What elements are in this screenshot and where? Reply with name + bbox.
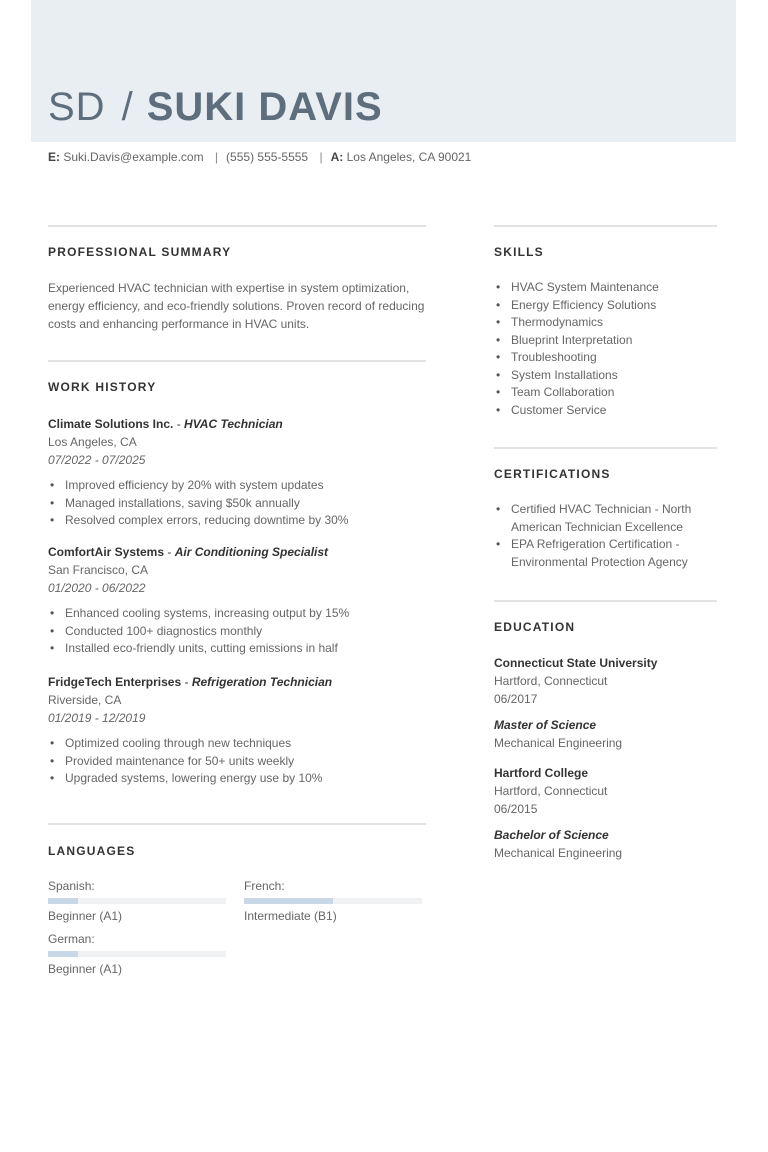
job-header	[48, 415, 426, 433]
language-level: Intermediate (B1)	[244, 909, 337, 923]
skill-text: Thermodynamics	[511, 315, 604, 329]
job-location: Los Angeles, CA	[48, 435, 137, 449]
bullet-text: Upgraded systems, lowering energy use by 10%	[65, 771, 323, 785]
job-title: Refrigeration Technician	[191, 675, 333, 689]
job-bullets	[48, 735, 426, 788]
school-name: Hartford College	[494, 766, 589, 780]
language-level: Beginner (A1)	[48, 909, 123, 923]
list-item	[48, 623, 426, 641]
certifications-heading: CERTIFICATIONS	[494, 467, 611, 481]
bullet-icon: •	[496, 537, 501, 551]
graduation-date: 06/2017	[494, 692, 538, 706]
language-bar-track	[48, 951, 226, 957]
job-dash: -	[164, 545, 175, 559]
bullet-icon: •	[496, 402, 501, 417]
skill-text: Troubleshooting	[511, 350, 597, 364]
bullet-text: Managed installations, saving $50k annually	[65, 495, 300, 510]
language-bar-fill	[244, 898, 333, 904]
degree-name: Bachelor of Science	[494, 828, 609, 842]
list-item	[48, 770, 426, 788]
language-entry	[48, 878, 226, 924]
contact-divider: |	[319, 150, 323, 164]
list-item	[48, 495, 426, 513]
initials: SD	[48, 85, 106, 129]
bullet-text: Conducted 100+ diagnostics monthly	[65, 623, 263, 638]
job-title: Air Conditioning Specialist	[174, 545, 329, 559]
education-entry	[494, 764, 717, 862]
job-dates: 07/2022 - 07/2025	[48, 453, 146, 467]
bullet-icon: •	[50, 495, 55, 510]
section-divider	[48, 225, 426, 227]
job-company: FridgeTech Enterprises	[48, 675, 182, 689]
job-entry	[48, 543, 426, 658]
degree-field: Mechanical Engineering	[494, 846, 623, 860]
degree-name: Master of Science	[494, 718, 597, 732]
summary-heading: PROFESSIONAL SUMMARY	[48, 245, 232, 259]
bullet-icon: •	[496, 332, 501, 347]
bullet-icon: •	[496, 297, 501, 312]
bullet-icon: •	[496, 385, 501, 399]
language-bar-track	[244, 898, 422, 904]
job-dash: -	[181, 675, 192, 689]
graduation-date: 06/2015	[494, 802, 538, 816]
bullet-icon: •	[50, 641, 55, 655]
bullet-text: Provided maintenance for 50+ units weekly	[65, 753, 295, 768]
job-location: San Francisco, CA	[48, 563, 149, 577]
bullet-icon: •	[496, 315, 501, 329]
list-item	[48, 477, 426, 495]
section-divider	[48, 823, 426, 825]
job-company: Climate Solutions Inc.	[48, 417, 174, 431]
section-divider	[494, 600, 717, 602]
language-name: French:	[244, 879, 285, 893]
bullet-text: Improved efficiency by 20% with system updates	[65, 478, 324, 492]
job-title: HVAC Technician	[184, 417, 283, 431]
language-bar-fill	[48, 951, 78, 957]
list-item	[494, 384, 717, 402]
certification-text: EPA Refrigeration Certification - Environmental Protection Agency	[511, 537, 688, 569]
list-item	[494, 367, 717, 385]
language-entry	[48, 931, 226, 977]
bullet-icon: •	[50, 513, 55, 527]
skill-text: Team Collaboration	[511, 385, 615, 399]
education-entry	[494, 654, 717, 752]
list-item	[494, 536, 717, 571]
bullet-icon: •	[50, 753, 55, 768]
school-location: Hartford, Connecticut	[494, 784, 608, 798]
language-bar-fill	[48, 898, 78, 904]
language-entry	[244, 878, 422, 924]
bullet-icon: •	[496, 502, 501, 516]
list-item	[48, 512, 426, 530]
address: Los Angeles, CA 90021	[346, 150, 472, 164]
bullet-icon: •	[50, 736, 55, 750]
certifications-bullets	[494, 501, 717, 571]
bullet-text: Installed eco-friendly units, cutting emissions in half	[65, 641, 338, 655]
list-item	[494, 279, 717, 297]
name-separator: /	[121, 85, 133, 129]
bullet-icon: •	[50, 623, 55, 638]
contact-divider: |	[214, 150, 219, 164]
job-dates: 01/2019 - 12/2019	[48, 711, 146, 725]
summary-text: Experienced HVAC technician with expertise in system optimization, energy efficiency, and eco-friendly solutions. Proven record of reducing costs and enhancing performance in HVAC units.	[48, 281, 425, 331]
list-item	[48, 753, 426, 771]
language-name: German:	[48, 932, 95, 946]
bullet-icon: •	[50, 478, 55, 492]
job-entry	[48, 673, 426, 788]
skills-heading: SKILLS	[494, 245, 544, 259]
email-label: E:	[48, 150, 60, 164]
job-bullets	[48, 477, 426, 530]
bullet-icon: •	[496, 367, 501, 382]
job-entry	[48, 415, 426, 530]
email-address[interactable]: Suki.Davis@example.com	[63, 150, 204, 164]
list-item	[48, 605, 426, 623]
list-item	[494, 314, 717, 332]
language-bar-track	[48, 898, 226, 904]
skills-list	[494, 279, 717, 419]
job-header	[48, 543, 426, 561]
languages-heading: LANGUAGES	[48, 844, 136, 858]
job-dates: 01/2020 - 06/2022	[48, 581, 146, 595]
skill-text: System Installations	[511, 367, 618, 382]
list-item	[494, 402, 717, 420]
bullet-text: Optimized cooling through new techniques	[65, 736, 292, 750]
certifications-list	[494, 501, 717, 571]
language-name: Spanish:	[48, 879, 95, 893]
full-name: SUKI DAVIS	[146, 85, 383, 129]
bullet-icon: •	[50, 771, 55, 785]
job-location: Riverside, CA	[48, 693, 122, 707]
list-item	[494, 332, 717, 350]
list-item	[494, 297, 717, 315]
bullet-icon: •	[50, 606, 55, 620]
address-label: A:	[330, 150, 344, 164]
school-name: Connecticut State University	[494, 656, 658, 670]
skill-text: HVAC System Maintenance	[511, 280, 659, 294]
list-item	[48, 735, 426, 753]
list-item	[48, 640, 426, 658]
name-heading	[48, 84, 383, 130]
skill-text: Energy Efficiency Solutions	[511, 297, 657, 312]
section-divider	[494, 225, 717, 227]
degree-field: Mechanical Engineering	[494, 736, 623, 750]
job-company: ComfortAir Systems	[48, 545, 165, 559]
phone-number[interactable]: (555) 555-5555	[226, 150, 309, 164]
skills-bullets	[494, 279, 717, 419]
section-divider	[494, 447, 717, 449]
certification-text: Certified HVAC Technician - North American Technician Excellence	[511, 502, 692, 534]
job-bullets	[48, 605, 426, 658]
bullet-text: Resolved complex errors, reducing downtime by 30%	[65, 513, 349, 527]
skill-text: Blueprint Interpretation	[511, 332, 633, 347]
contact-line	[48, 150, 471, 164]
education-heading: EDUCATION	[494, 620, 576, 634]
skill-text: Customer Service	[511, 402, 607, 417]
job-header	[48, 673, 426, 691]
bullet-icon: •	[496, 280, 501, 294]
school-location: Hartford, Connecticut	[494, 674, 608, 688]
job-dash: -	[173, 417, 185, 431]
language-level: Beginner (A1)	[48, 962, 123, 976]
bullet-icon: •	[496, 350, 501, 364]
bullet-text: Enhanced cooling systems, increasing output by 15%	[65, 606, 350, 620]
list-item	[494, 501, 717, 536]
work-history-heading: WORK HISTORY	[48, 380, 157, 394]
list-item	[494, 349, 717, 367]
section-divider	[48, 360, 426, 362]
